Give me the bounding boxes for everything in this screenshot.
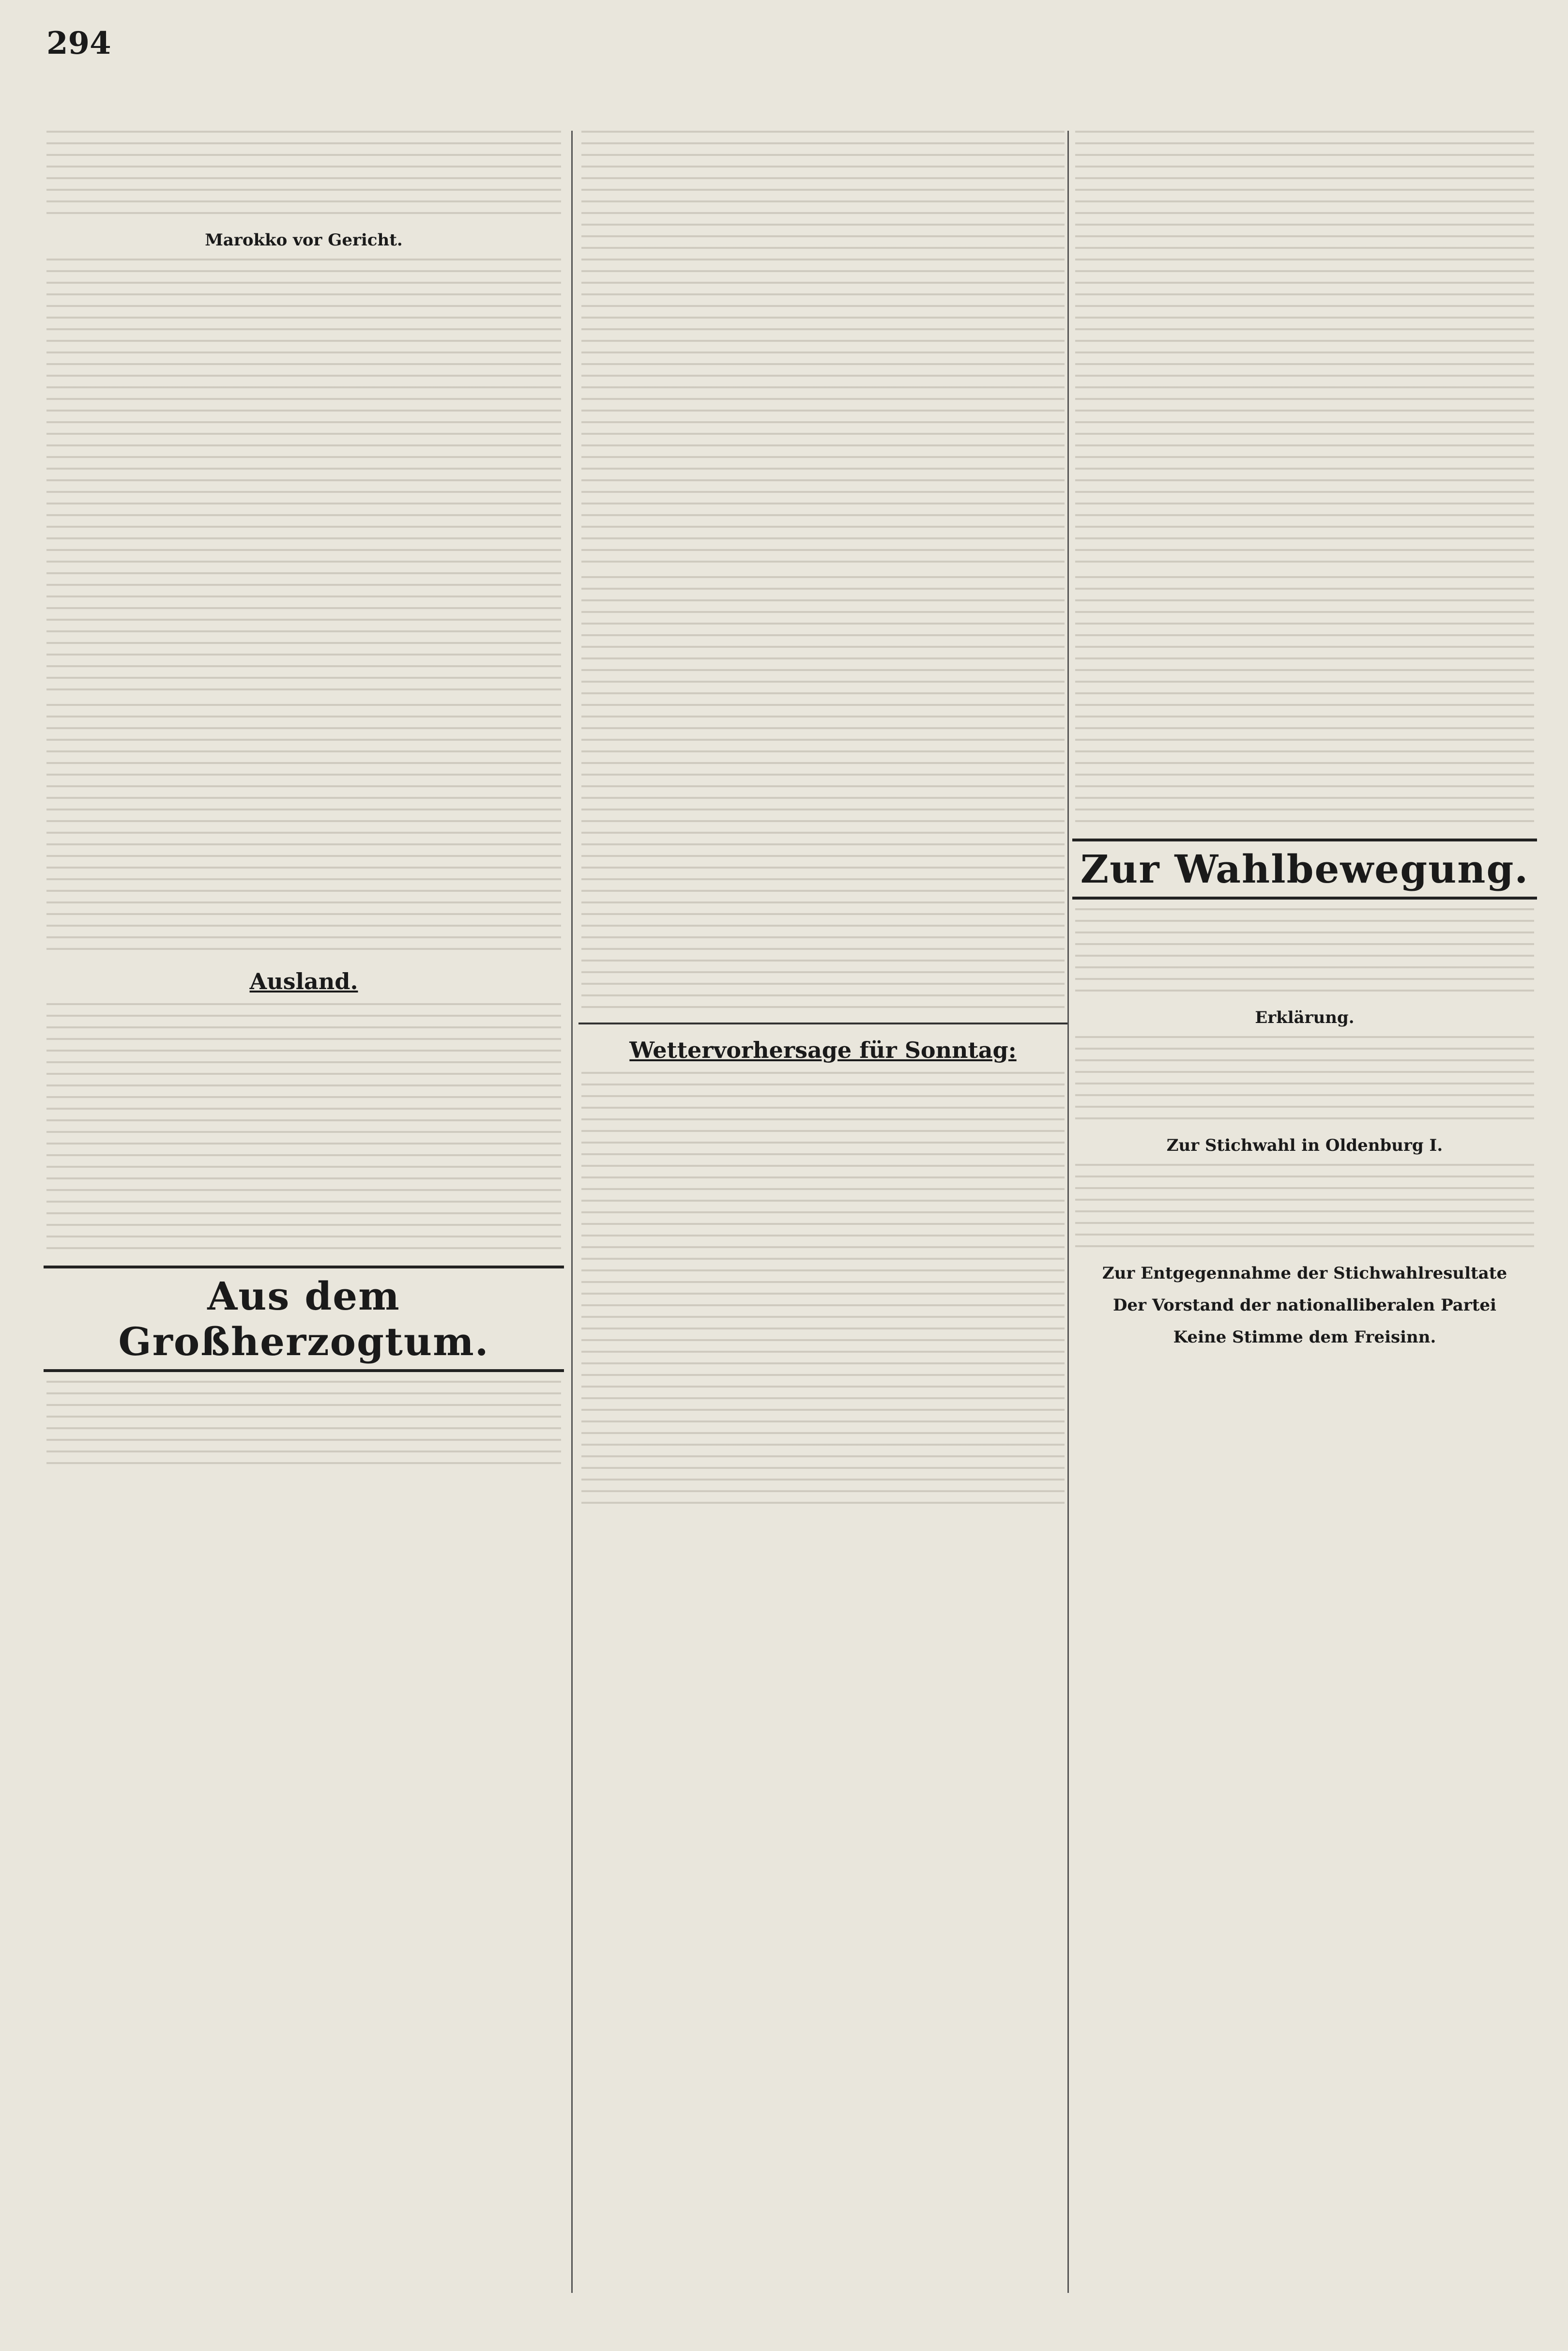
- section-title: Aus dem Großherzogtum.: [44, 1266, 564, 1372]
- heading: Zur Entgegennahme der Stichwahlresultate: [1102, 1264, 1507, 1283]
- text-block: [581, 131, 1065, 566]
- heading: Zur Stichwahl in Oldenburg I.: [1166, 1136, 1443, 1155]
- column-rule: [571, 131, 573, 2293]
- text-block: [581, 1072, 1065, 1508]
- text-block: [46, 1381, 561, 1468]
- page-number: 294: [46, 25, 111, 61]
- column-1: [44, 131, 564, 2293]
- heading: Der Vorstand der nationalliberalen Partei: [1113, 1296, 1496, 1315]
- column-rule: [1067, 131, 1069, 2293]
- heading: Marokko vor Gericht.: [205, 230, 403, 250]
- heading: Ausland.: [249, 968, 358, 994]
- heading: Wettervorhersage für Sonntag:: [629, 1037, 1017, 1063]
- divider: [578, 1023, 1067, 1024]
- column-3: [1072, 131, 1537, 2293]
- text-block: [581, 576, 1065, 1012]
- text-block: [46, 1003, 561, 1255]
- text-block: [1075, 131, 1534, 566]
- text-block: [46, 131, 561, 218]
- text-block: [1075, 1036, 1534, 1123]
- heading: Keine Stimme dem Freisinn.: [1173, 1328, 1436, 1347]
- heading: Erklärung.: [1255, 1008, 1355, 1027]
- text-block: [46, 704, 561, 956]
- text-block: [1075, 1164, 1534, 1251]
- section-title: Zur Wahlbewegung.: [1072, 839, 1537, 900]
- text-block: [1075, 908, 1534, 995]
- text-block: [46, 259, 561, 694]
- column-2: [578, 131, 1067, 2293]
- text-block: [1075, 576, 1534, 828]
